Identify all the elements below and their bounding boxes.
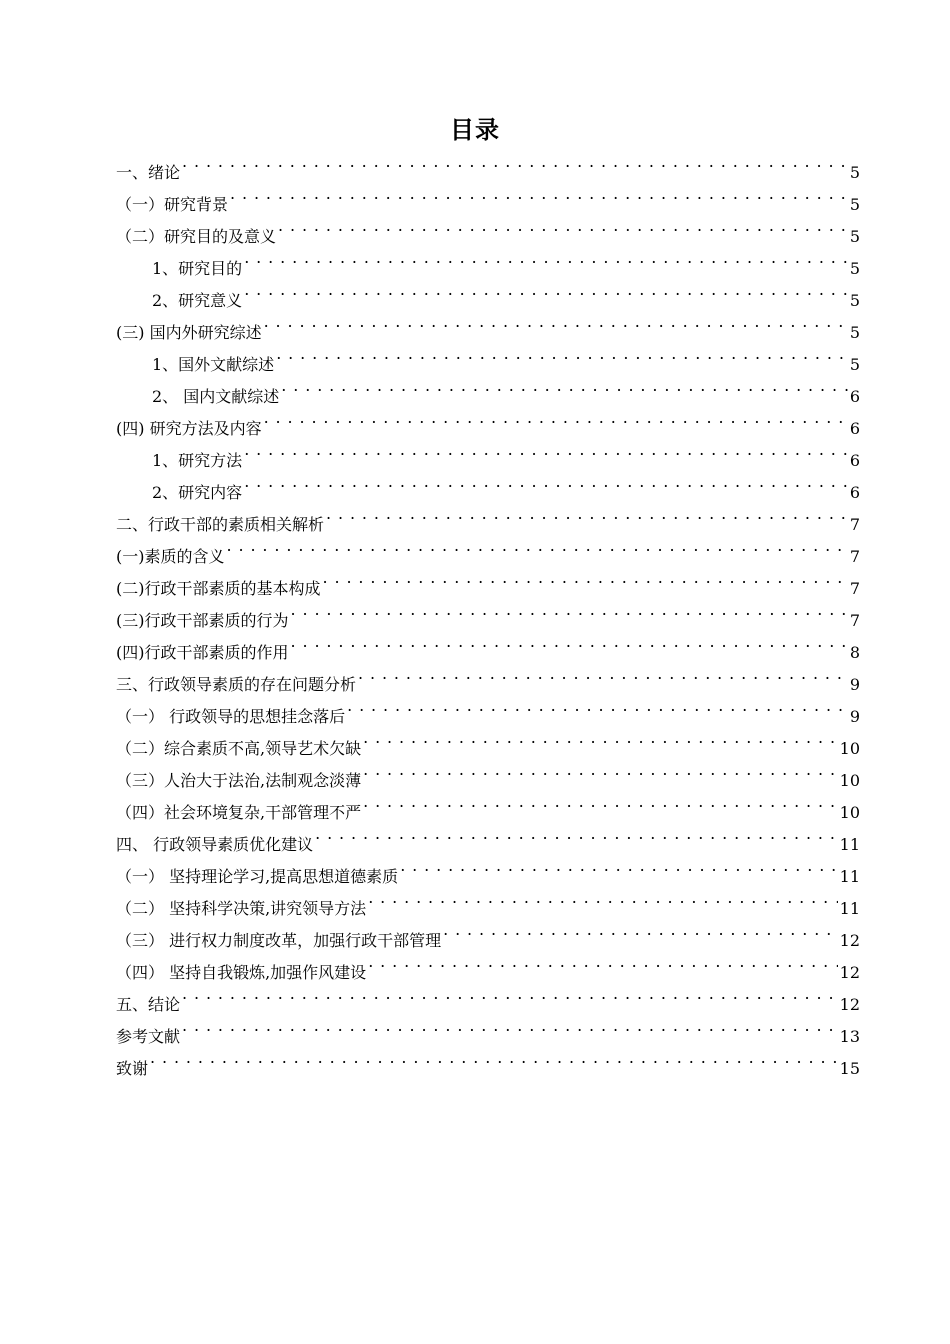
toc-entry-label: 四、 行政领导素质优化建议 (116, 835, 314, 854)
toc-entry[interactable] (116, 978, 860, 1014)
toc-entry[interactable] (116, 530, 860, 566)
toc-entry-label: （二）研究目的及意义 (116, 227, 277, 246)
page-title: 目录 (450, 116, 500, 144)
toc-dot-leader (182, 1010, 838, 1042)
toc-entry-label: 三、行政领导素质的存在问题分析 (116, 675, 357, 694)
toc-entry-page-number: 9 (849, 707, 860, 726)
toc-dot-leader (244, 242, 848, 274)
toc-entry-label: （二） 坚持科学决策,讲究领导方法 (116, 899, 367, 918)
toc-entry-page-number: 10 (839, 739, 860, 758)
toc-dot-leader (227, 530, 848, 562)
toc-entry-label: 2、研究意义 (152, 291, 243, 310)
toc-dot-leader (326, 498, 848, 530)
toc-entry-label: 1、国外文献综述 (152, 355, 275, 374)
toc-entry-label: （三） 进行权力制度改革，加强行政干部管理 (116, 931, 442, 950)
toc-entry-page-number: 6 (849, 419, 860, 438)
toc-dot-leader (264, 306, 848, 338)
toc-dot-leader (400, 850, 837, 882)
toc-entry-page-number: 12 (839, 995, 860, 1014)
toc-entry[interactable] (116, 178, 860, 214)
table-of-contents (116, 146, 860, 1078)
toc-dot-leader (182, 978, 838, 1010)
toc-entry-label: 一、绪论 (116, 163, 181, 182)
toc-entry-label: （四）社会环境复杂,干部管理不严 (116, 803, 362, 822)
toc-entry-label: 二、行政干部的素质相关解析 (116, 515, 325, 534)
toc-entry[interactable] (116, 146, 860, 182)
toc-dot-leader (363, 722, 838, 754)
toc-entry-page-number: 15 (839, 1059, 860, 1078)
toc-entry-page-number: 11 (839, 899, 860, 918)
toc-entry-label: 1、研究方法 (152, 451, 243, 470)
toc-entry-label: (二)行政干部素质的基本构成 (116, 579, 321, 598)
toc-entry-label: 致谢 (116, 1059, 149, 1078)
toc-dot-leader (358, 658, 848, 690)
toc-entry-label: 2、研究内容 (152, 483, 243, 502)
toc-entry-page-number: 13 (839, 1027, 860, 1046)
toc-entry-page-number: 9 (849, 675, 860, 694)
toc-entry-page-number: 7 (849, 547, 860, 566)
toc-dot-leader (281, 370, 848, 402)
toc-entry-label: （二）综合素质不高,领导艺术欠缺 (116, 739, 362, 758)
toc-entry-label: 2、 国内文献综述 (152, 387, 280, 406)
toc-entry-page-number: 12 (839, 931, 860, 950)
toc-dot-leader (291, 594, 848, 626)
toc-entry-label: (四)行政干部素质的作用 (116, 643, 289, 662)
toc-entry-label: 参考文献 (116, 1027, 181, 1046)
toc-entry-page-number: 5 (849, 163, 860, 182)
toc-entry-page-number: 11 (839, 867, 860, 886)
toc-entry-page-number: 5 (849, 291, 860, 310)
toc-entry-label: 五、结论 (116, 995, 181, 1014)
toc-entry-page-number: 5 (849, 323, 860, 342)
toc-entry-label: （三）人治大于法治,法制观念淡薄 (116, 771, 362, 790)
toc-entry-page-number: 12 (839, 963, 860, 982)
toc-dot-leader (315, 818, 838, 850)
toc-entry-page-number: 11 (839, 835, 860, 854)
toc-entry-page-number: 5 (849, 195, 860, 214)
toc-entry-page-number: 10 (839, 803, 860, 822)
toc-entry-page-number: 10 (839, 771, 860, 790)
toc-entry-label: (一)素质的含义 (116, 547, 225, 566)
toc-dot-leader (368, 882, 837, 914)
toc-entry-page-number: 6 (849, 483, 860, 502)
toc-dot-leader (291, 626, 848, 658)
toc-entry[interactable] (116, 1042, 860, 1078)
toc-dot-leader (276, 338, 848, 370)
toc-dot-leader (363, 754, 838, 786)
toc-entry-label: (四) 研究方法及内容 (116, 419, 262, 438)
toc-dot-leader (347, 690, 848, 722)
toc-entry-page-number: 6 (849, 387, 860, 406)
toc-entry-page-number: 5 (849, 259, 860, 278)
toc-entry[interactable] (116, 1010, 860, 1046)
toc-entry-label: （一） 坚持理论学习,提高思想道德素质 (116, 867, 399, 886)
toc-dot-leader (368, 946, 837, 978)
toc-entry-page-number: 8 (849, 643, 860, 662)
toc-dot-leader (230, 178, 848, 210)
toc-dot-leader (363, 786, 838, 818)
toc-dot-leader (182, 146, 848, 178)
toc-entry-page-number: 7 (849, 515, 860, 534)
toc-dot-leader (244, 274, 848, 306)
toc-dot-leader (244, 434, 848, 466)
toc-entry[interactable] (116, 562, 860, 598)
toc-entry-label: (三) 国内外研究综述 (116, 323, 262, 342)
toc-entry-label: （四） 坚持自我锻炼,加强作风建设 (116, 963, 367, 982)
toc-dot-leader (443, 914, 838, 946)
toc-entry-label: (三)行政干部素质的行为 (116, 611, 289, 630)
toc-entry-page-number: 5 (849, 227, 860, 246)
toc-entry-label: （一） 行政领导的思想挂念落后 (116, 707, 346, 726)
toc-entry-page-number: 5 (849, 355, 860, 374)
toc-dot-leader (323, 562, 848, 594)
toc-entry-label: （一）研究背景 (116, 195, 229, 214)
toc-entry-page-number: 7 (849, 579, 860, 598)
toc-dot-leader (244, 466, 848, 498)
toc-dot-leader (150, 1042, 838, 1074)
toc-entry-label: 1、研究目的 (152, 259, 243, 278)
toc-entry-page-number: 7 (849, 611, 860, 630)
toc-dot-leader (278, 210, 848, 242)
toc-entry-page-number: 6 (849, 451, 860, 470)
toc-dot-leader (264, 402, 848, 434)
